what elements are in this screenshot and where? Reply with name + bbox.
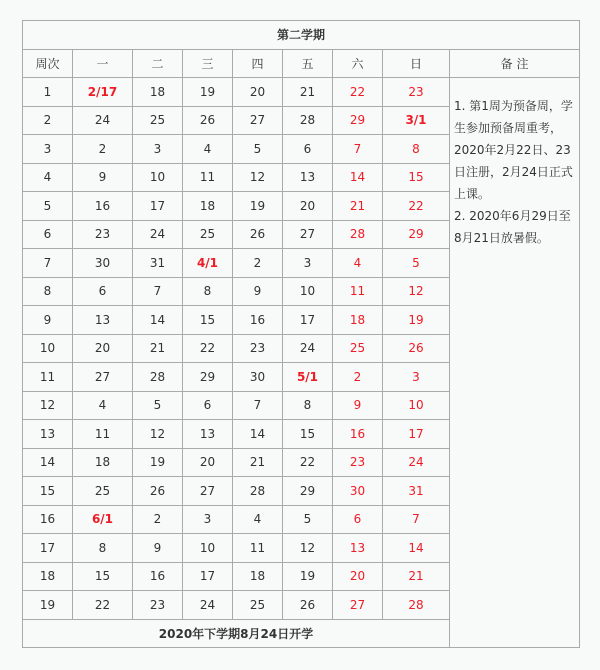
date-cell: 29 [283,477,333,506]
table-row [23,78,580,107]
date-cell: 7 [383,505,450,534]
date-cell: 18 [183,192,233,221]
date-cell: 27 [283,220,333,249]
week-number: 14 [23,448,73,477]
date-cell: 23 [383,78,450,107]
date-cell: 16 [333,420,383,449]
date-cell: 23 [133,591,183,620]
week-number: 17 [23,534,73,563]
date-cell: 14 [233,420,283,449]
date-cell: 30 [233,363,283,392]
week-number: 10 [23,334,73,363]
date-cell: 28 [283,106,333,135]
date-cell: 6/1 [73,505,133,534]
date-cell: 31 [383,477,450,506]
week-number: 6 [23,220,73,249]
date-cell: 12 [133,420,183,449]
date-cell: 25 [183,220,233,249]
date-cell: 5 [283,505,333,534]
date-cell: 21 [333,192,383,221]
date-cell: 26 [183,106,233,135]
date-cell: 14 [133,306,183,335]
date-cell: 22 [183,334,233,363]
week-number: 11 [23,363,73,392]
date-cell: 28 [233,477,283,506]
date-cell: 30 [333,477,383,506]
week-number: 15 [23,477,73,506]
date-cell: 26 [233,220,283,249]
date-cell: 12 [283,534,333,563]
date-cell: 14 [333,163,383,192]
week-number: 13 [23,420,73,449]
date-cell: 20 [233,78,283,107]
week-number: 9 [23,306,73,335]
date-cell: 16 [133,562,183,591]
date-cell: 15 [383,163,450,192]
date-cell: 13 [73,306,133,335]
note-item: 2. 2020年6月29日至8月21日放暑假。 [454,209,571,245]
date-cell: 27 [73,363,133,392]
header-day-6: 六 [333,49,383,78]
header-row [23,49,580,78]
date-cell: 28 [383,591,450,620]
date-cell: 23 [73,220,133,249]
date-cell: 8 [383,135,450,164]
date-cell: 3 [133,135,183,164]
date-cell: 2 [233,249,283,278]
date-cell: 24 [73,106,133,135]
date-cell: 15 [283,420,333,449]
date-cell: 29 [183,363,233,392]
date-cell: 21 [233,448,283,477]
date-cell: 6 [283,135,333,164]
date-cell: 31 [133,249,183,278]
date-cell: 9 [133,534,183,563]
date-cell: 18 [233,562,283,591]
date-cell: 24 [383,448,450,477]
week-number: 18 [23,562,73,591]
date-cell: 9 [333,391,383,420]
date-cell: 9 [233,277,283,306]
date-cell: 2 [73,135,133,164]
date-cell: 3 [383,363,450,392]
date-cell: 4/1 [183,249,233,278]
date-cell: 27 [183,477,233,506]
date-cell: 16 [73,192,133,221]
date-cell: 20 [73,334,133,363]
date-cell: 24 [183,591,233,620]
date-cell: 8 [183,277,233,306]
note-item: 1. 第1周为预备周，学生参加预备周重考，2020年2月22日、23日注册，2月24日正式上课。 [454,99,573,201]
date-cell: 17 [283,306,333,335]
header-week: 周次 [23,49,73,78]
date-cell: 20 [333,562,383,591]
date-cell: 23 [333,448,383,477]
date-cell: 21 [283,78,333,107]
date-cell: 25 [133,106,183,135]
date-cell: 6 [333,505,383,534]
date-cell: 18 [333,306,383,335]
date-cell: 17 [383,420,450,449]
date-cell: 30 [73,249,133,278]
date-cell: 3 [183,505,233,534]
date-cell: 20 [283,192,333,221]
header-day-5: 五 [283,49,333,78]
date-cell: 28 [333,220,383,249]
date-cell: 25 [73,477,133,506]
date-cell: 7 [133,277,183,306]
header-day-2: 二 [133,49,183,78]
date-cell: 10 [133,163,183,192]
date-cell: 26 [283,591,333,620]
date-cell: 10 [183,534,233,563]
week-number: 19 [23,591,73,620]
date-cell: 18 [73,448,133,477]
date-cell: 6 [183,391,233,420]
date-cell: 21 [383,562,450,591]
date-cell: 4 [183,135,233,164]
date-cell: 6 [73,277,133,306]
date-cell: 11 [73,420,133,449]
header-day-4: 四 [233,49,283,78]
date-cell: 4 [73,391,133,420]
date-cell: 13 [283,163,333,192]
week-number: 7 [23,249,73,278]
date-cell: 18 [133,78,183,107]
week-number: 1 [23,78,73,107]
semester-title: 第二学期 [23,21,580,50]
date-cell: 10 [383,391,450,420]
date-cell: 22 [383,192,450,221]
date-cell: 13 [333,534,383,563]
date-cell: 7 [233,391,283,420]
week-number: 5 [23,192,73,221]
date-cell: 19 [183,78,233,107]
date-cell: 5 [233,135,283,164]
date-cell: 17 [183,562,233,591]
date-cell: 15 [183,306,233,335]
date-cell: 23 [233,334,283,363]
next-semester-note: 2020年下学期8月24日开学 [23,619,450,648]
date-cell: 19 [133,448,183,477]
week-number: 8 [23,277,73,306]
date-cell: 16 [233,306,283,335]
date-cell: 22 [333,78,383,107]
date-cell: 27 [233,106,283,135]
date-cell: 9 [73,163,133,192]
date-cell: 22 [283,448,333,477]
date-cell: 2/17 [73,78,133,107]
date-cell: 12 [383,277,450,306]
date-cell: 4 [233,505,283,534]
date-cell: 17 [133,192,183,221]
date-cell: 3/1 [383,106,450,135]
week-number: 3 [23,135,73,164]
header-day-7: 日 [383,49,450,78]
notes-cell [450,78,580,648]
date-cell: 21 [133,334,183,363]
date-cell: 5 [383,249,450,278]
date-cell: 24 [133,220,183,249]
date-cell: 2 [133,505,183,534]
date-cell: 2 [333,363,383,392]
date-cell: 8 [283,391,333,420]
date-cell: 15 [73,562,133,591]
date-cell: 8 [73,534,133,563]
date-cell: 11 [233,534,283,563]
week-number: 16 [23,505,73,534]
date-cell: 11 [333,277,383,306]
week-number: 4 [23,163,73,192]
header-notes: 备 注 [450,49,580,78]
semester-calendar-table [22,20,580,648]
date-cell: 3 [283,249,333,278]
header-day-3: 三 [183,49,233,78]
week-number: 12 [23,391,73,420]
date-cell: 14 [383,534,450,563]
date-cell: 24 [283,334,333,363]
date-cell: 4 [333,249,383,278]
date-cell: 5/1 [283,363,333,392]
date-cell: 22 [73,591,133,620]
date-cell: 12 [233,163,283,192]
date-cell: 20 [183,448,233,477]
date-cell: 29 [383,220,450,249]
week-number: 2 [23,106,73,135]
date-cell: 27 [333,591,383,620]
date-cell: 25 [333,334,383,363]
date-cell: 11 [183,163,233,192]
date-cell: 7 [333,135,383,164]
date-cell: 28 [133,363,183,392]
date-cell: 19 [383,306,450,335]
date-cell: 19 [283,562,333,591]
date-cell: 25 [233,591,283,620]
date-cell: 13 [183,420,233,449]
date-cell: 26 [383,334,450,363]
header-day-1: 一 [73,49,133,78]
date-cell: 29 [333,106,383,135]
date-cell: 5 [133,391,183,420]
date-cell: 26 [133,477,183,506]
date-cell: 10 [283,277,333,306]
date-cell: 19 [233,192,283,221]
